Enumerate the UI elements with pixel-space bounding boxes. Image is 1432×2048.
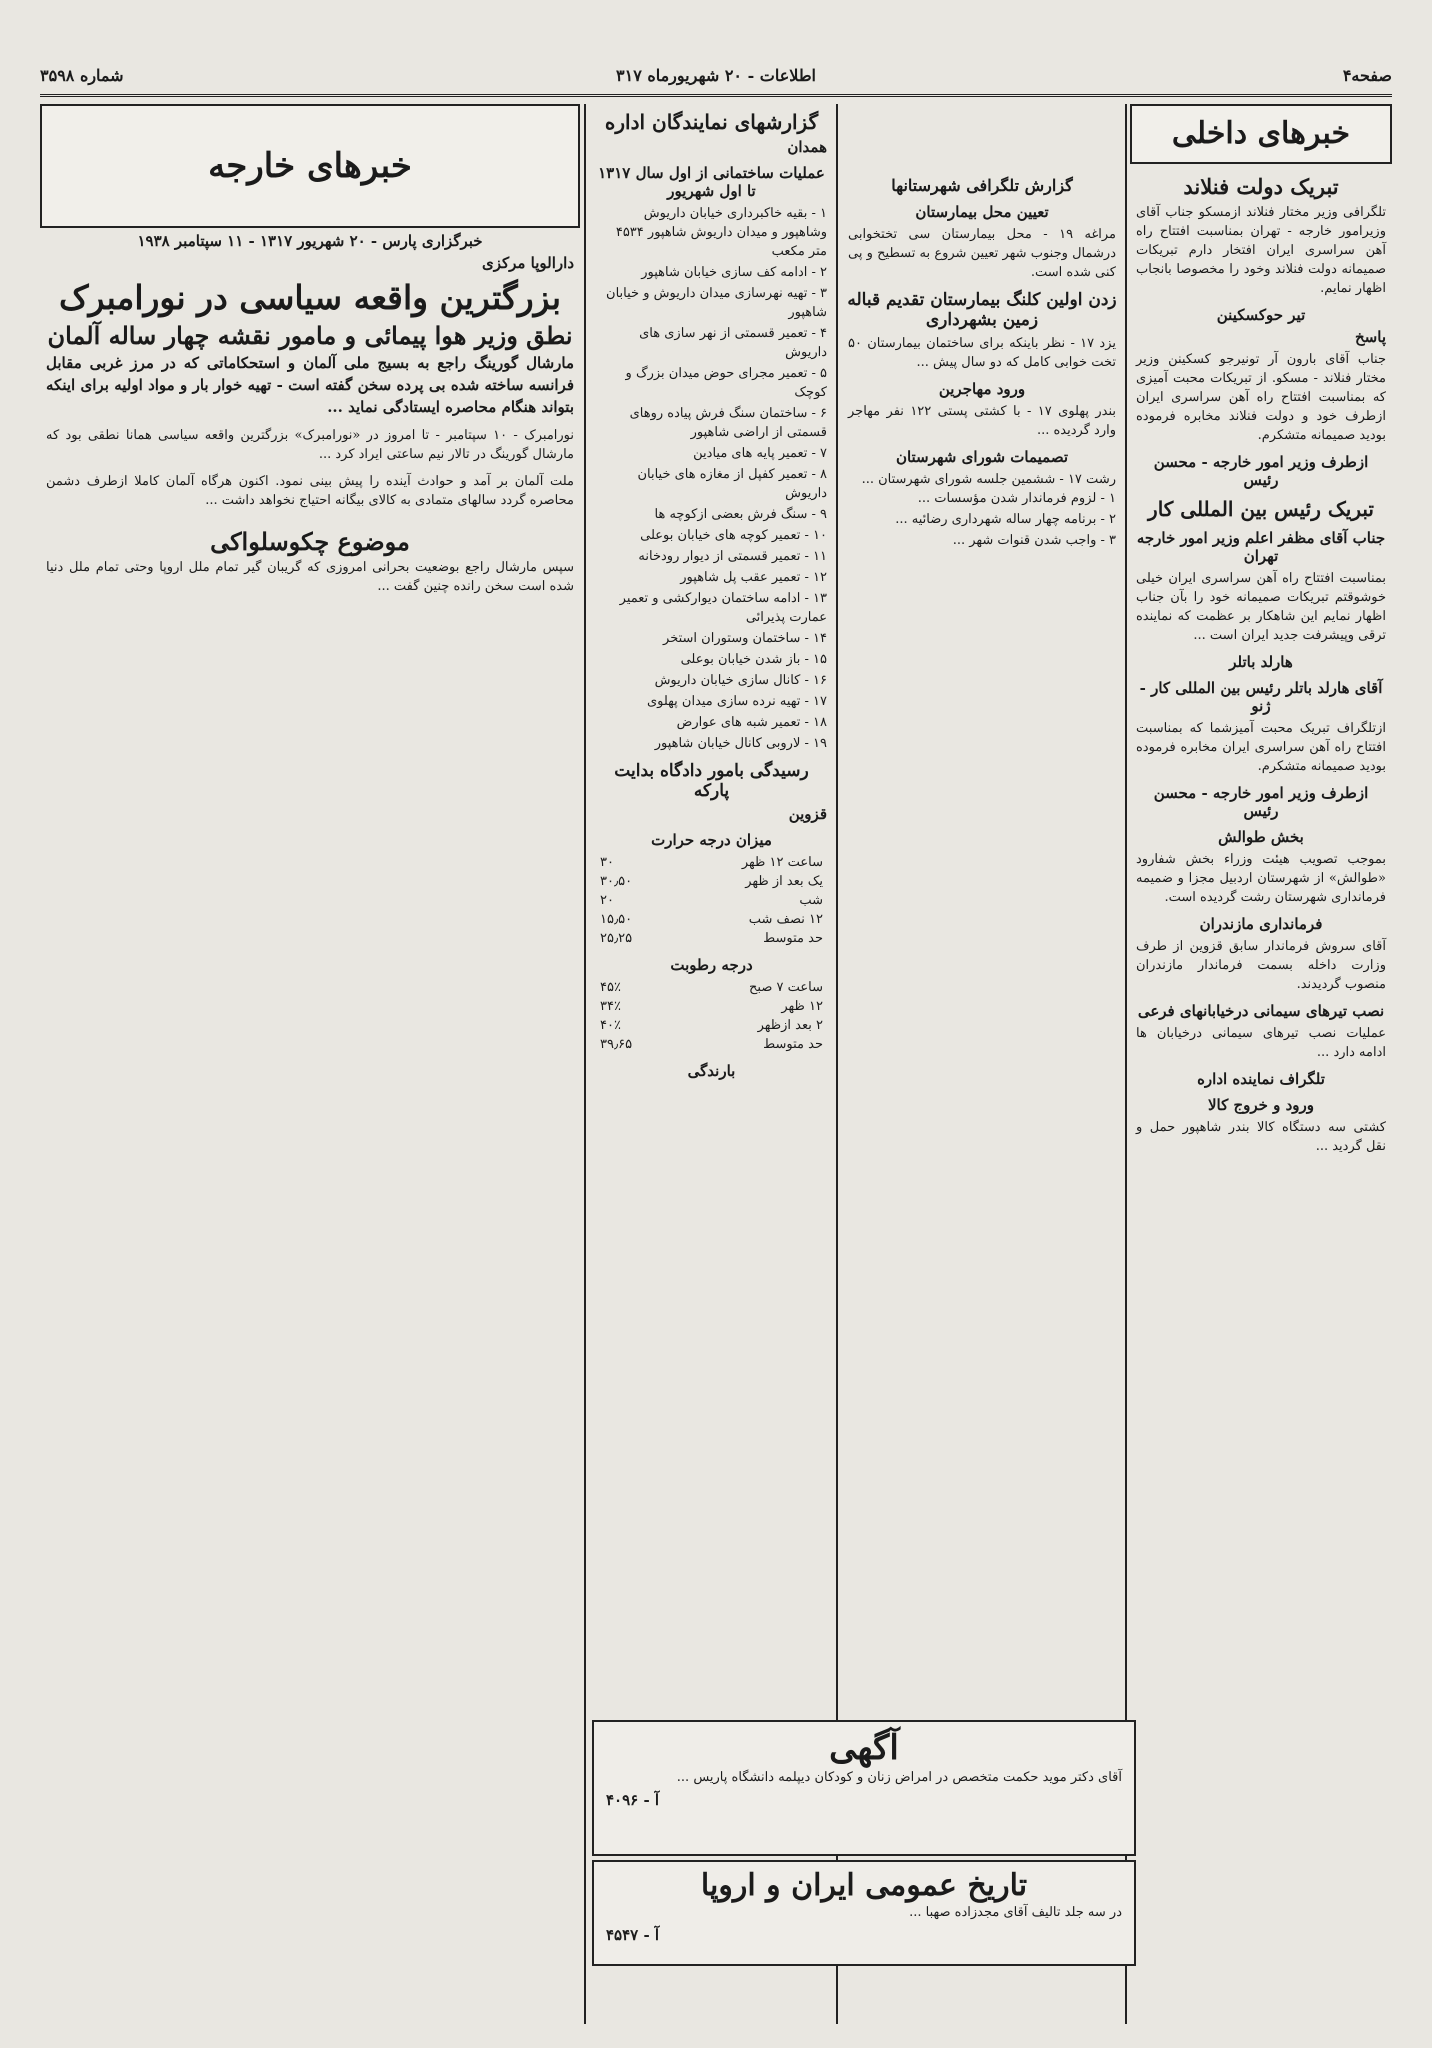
trade-body: کشتی سه دستگاه کالا بندر شاهپور حمل و نقل گردید ...	[1136, 1120, 1386, 1154]
list-item: ۳ - تهیه نهرسازی میدان داریوش و خیابان شاهپور	[606, 286, 827, 320]
issue-number: شماره ۳۵۹۸	[40, 66, 124, 85]
list-item: ۴ - تعمیر قسمتی از نهر سازی های داریوش	[639, 326, 827, 360]
temperature-title: میزان درجه حرارت	[651, 831, 772, 849]
hospital-title: تعیین محل بیمارستان	[915, 203, 1049, 221]
list-item: ۱۹ - لاروبی کانال خیابان شاهپور	[654, 736, 827, 751]
signature: هارلد باتلر	[1229, 653, 1293, 671]
ad-code: آ - ۴۵۴۷	[606, 1926, 660, 1944]
subhead: نطق وزیر هوا پیمائی و مامور نقشه چهار ساله آلمان	[47, 321, 573, 350]
lead-paragraph: مارشال گورینگ راجع به بسیج ملی آلمان و استحکاماتی که در مرز غربی مقابل فرانسه ساخته شده بی پرده سخن گفته است - تهیه خوار بار و مواد اولیه برای اینکه بتواند هنگام محاصره ایستادگی نماید ...	[46, 354, 574, 416]
city-name: همدان	[787, 138, 827, 156]
article-body: ملت آلمان بر آمد و حوادث آینده را پیش بینی نمود. اکنون هرگاه آلمان کاملا ازطرف دشمن محاصره گردد سالهای متمادی به کالای بیگانه احتیاج نخواهد داشت ...	[46, 474, 574, 508]
list-item: ۹ - سنگ فرش بعضی ازکوچه ها	[654, 507, 827, 522]
first-spade-body: یزد ۱۷ - نظر باینکه برای ساختمان بیمارستان ۵۰ تخت خوابی کامل که دو سال پیش ...	[848, 336, 1116, 370]
table-row: حد متوسط ۳۹٫۶۵	[600, 1037, 823, 1052]
list-item: ۱۴ - ساختمان وستوران استخر	[663, 631, 827, 646]
list-item: ۱ - لزوم فرماندار شدن مؤسسات ...	[917, 491, 1116, 506]
reports-heading: گزارشهای نمایندگان اداره	[604, 110, 819, 134]
rep-title: تلگراف نماینده اداره	[1197, 1070, 1325, 1088]
article-body: سپس مارشال راجع بوضعیت بحرانی امروزی که گریبان گیر تمام ملل اروپا وحتی تمام ملل دنیا شده است سخن رانده چنین گفت ...	[46, 560, 574, 594]
book-ad-title: تاریخ عمومی ایران و اروپا	[700, 1868, 1028, 1903]
newspaper-dateline: اطلاعات - ۲۰ شهریورماه ۳۱۷	[616, 66, 816, 85]
book-ad-box	[592, 1860, 1136, 1966]
article-body: نورامبرک - ۱۰ سپتامبر - تا امروز در «نورامبرک» بزرگترین واقعه سیاسی همانا نطقی بود که مارشال گورینگ در تالار نیم ساعتی ایراد کرد ...	[46, 428, 575, 462]
headline: بزرگترین واقعه سیاسی در نورامبرک	[58, 278, 562, 317]
ad-body: آقای دکتر موید حکمت متخصص در امراض زنان و کودکان دیپلمه دانشگاه پاریس ...	[676, 1770, 1122, 1785]
table-row: حد متوسط ۲۵٫۲۵	[600, 931, 823, 946]
table-row: ساعت ۱۲ ظهر ۳۰	[600, 855, 823, 870]
list-item: ۱۳ - ادامه ساختمان دیوارکشی و تعمیر عمارت پذیرائی	[619, 591, 827, 625]
cement-body: عملیات نصب تیرهای سیمانی درخیابان ها ادامه دارد ...	[1136, 1026, 1386, 1060]
list-item: ۱۷ - تهیه نرده سازی میدان پهلوی	[646, 694, 827, 709]
cement-title: نصب تیرهای سیمانی درخیابانهای فرعی	[1137, 1002, 1385, 1020]
signature: ازطرف وزیر امور خارجه - محسن رئیس	[1153, 453, 1369, 489]
list-item: ۱ - بقیه خاکبرداری خیابان داریوش وشاهپور و میدان داریوش شاهپور ۴۵۳۴ متر مکعب	[615, 206, 827, 259]
talesh-title: بخش طوالش	[1218, 828, 1304, 846]
humidity-table	[600, 978, 823, 1054]
table-row: ۱۲ ظهر ۳۴٪	[600, 999, 823, 1014]
list-item: ۱۰ - تعمیر کوچه های خیابان بوعلی	[640, 528, 827, 543]
signature: تیر حوکسکینن	[1216, 306, 1306, 324]
table-row: ساعت ۷ صبح ۴۵٪	[600, 980, 823, 995]
list-item: ۱۵ - باز شدن خیابان بوعلی	[680, 652, 827, 667]
trade-title: ورود و خروج کالا	[1207, 1096, 1315, 1114]
ad-title: آگهی	[829, 1728, 899, 1768]
domestic-news-logo: خبرهای داخلی	[1130, 104, 1392, 164]
list-item: ۲ - ادامه کف سازی خیابان شاهپور	[641, 265, 827, 280]
list-item: ۷ - تعمیر پایه های میادین	[693, 446, 827, 461]
table-row: شب ۲۰	[600, 893, 823, 908]
greeting-body: تلگرافی وزیر مختار فنلاند ازمسکو جناب آقای وزیرامور خارجه - تهران بمناسبت افتتاح راه آهن سراسری ایران افتخار دارم تبریکات صمیمانه دولت فنلاند وخود را مخصوصا بانجاب اظهار نمایم.	[1136, 205, 1386, 296]
mazandaran-title: فرمانداری مازندران	[1199, 915, 1323, 933]
intl-reply-title: آقای هارلد باتلر رئیس بین المللی کار - ژنو	[1139, 679, 1383, 715]
mazandaran-body: آقای سروش فرماندار سابق قزوین از طرف وزارت داخله بسمت فرماندار مازندران منصوب گردیدند.	[1136, 939, 1386, 992]
list-item: ۱۸ - تعمیر شبه های عوارض	[676, 715, 827, 730]
list-item: ۱۶ - کانال سازی خیابان داریوش	[654, 673, 827, 688]
list-item: ۱۱ - تعمیر قسمتی از دیوار رودخانه	[638, 549, 827, 564]
foreign-news-logo: خبرهای خارجه	[40, 104, 580, 228]
dateline: خبرگزاری پارس - ۲۰ شهریور ۱۳۱۷ - ۱۱ سپتامبر ۱۹۳۸	[137, 232, 483, 250]
foreign-news-column	[40, 104, 580, 2024]
first-spade-title: زدن اولین کلنگ بیمارستان تقدیم قباله زمین بشهرداری	[847, 290, 1117, 330]
intl-labor-sub: جناب آقای مظفر اعلم وزیر امور خارجه تهران	[1136, 529, 1386, 565]
intl-labor-body: بمناسبت افتتاح راه آهن سراسری ایران خیلی خوشوقتم تبریکات صمیمانه خود را بآن جناب اظهار نمایم این شاهکار بر عظمت که نماینده ترقی وپیشرفت جدید ایران است ...	[1136, 571, 1386, 643]
reports-sub: عملیات ساختمانی از اول سال ۱۳۱۷ تا اول شهریور	[598, 164, 825, 200]
section-heading: موضوع چکوسلواکی	[210, 527, 410, 556]
list-item: ۵ - تعمیر مجرای حوض میدان بزرگ و کوچک	[625, 366, 827, 400]
telegraph-heading: گزارش تلگرافی شهرستانها	[891, 176, 1073, 195]
book-ad-body: در سه جلد تالیف آقای مجدزاده صهبا ...	[909, 1905, 1122, 1920]
ad-code: آ - ۴۰۹۶	[606, 1791, 660, 1809]
talesh-body: بموجب تصویب هیئت وزراء بخش شفارود «طوالش» از شهرستان اردبیل مجزا و ضمیمه فرمانداری شهرستان رشت گردیده است.	[1136, 852, 1386, 905]
advertisement-box	[592, 1720, 1136, 1856]
list-item: ۱۲ - تعمیر عقب پل شاهپور	[680, 570, 827, 585]
list-item: ۳ - واجب شدن قنوات شهر ...	[952, 533, 1116, 548]
humidity-title: درجه رطوبت	[670, 956, 753, 974]
reply-body: جناب آقای بارون آر تونیرجو کسکینن وزیر مختار فنلاند - مسکو. از تبریکات محبت آمیزی که بمناسبت افتتاح راه آهن سراسری ایران ازطرف خود و دولت فنلاند مخابره فرموده بودید صمیمانه متشکرم.	[1136, 352, 1386, 443]
rain-title: بارندگی	[687, 1062, 736, 1080]
court-title: رسیدگی بامور دادگاه بدایت پارکه	[614, 761, 809, 801]
hospital-body: مراغه ۱۹ - محل بیمارستان سی تختخوابی درشمال وجنوب شهر تعیین شروع به تسطیح و پی کنی شده است.	[848, 227, 1116, 280]
table-row: ۲ بعد ازظهر ۴۰٪	[600, 1018, 823, 1033]
city-name: قزوین	[788, 805, 827, 823]
kicker: دارالوپا مرکزی	[481, 254, 574, 272]
reply-heading: پاسخ	[1355, 328, 1386, 346]
immigrants-body: بندر پهلوی ۱۷ - با کشتی پستی ۱۲۲ نفر مهاجر وارد گردیده ...	[848, 404, 1117, 438]
domestic-news-column	[1130, 104, 1392, 2024]
temperature-table	[600, 853, 823, 948]
list-item: ۲ - برنامه چهار ساله شهرداری رضائیه ...	[895, 512, 1116, 527]
page-number: صفحه۴	[1342, 66, 1392, 85]
council-body: رشت ۱۷ - ششمین جلسه شورای شهرستان ...	[861, 472, 1116, 487]
signature: ازطرف وزیر امور خارجه - محسن رئیس	[1153, 784, 1369, 820]
intl-reply-body: ازتلگراف تبریک محبت آمیزشما که بمناسبت افتتاح راه آهن سراسری ایران مخابره فرموده بودید صمیمانه متشکرم.	[1136, 721, 1386, 774]
greeting-title: تبریک دولت فنلاند	[1183, 174, 1339, 199]
list-item: ۸ - تعمیر کفپل از مغازه های خیابان داریوش	[637, 467, 827, 501]
list-item: ۶ - ساختمان سنگ فرش پیاده روهای قسمتی از اراضی شاهپور	[629, 406, 827, 440]
council-title: تصمیمات شورای شهرستان	[895, 448, 1069, 466]
masthead-bar	[40, 58, 1392, 97]
intl-labor-title: تبریک رئیس بین المللی کار	[1148, 497, 1374, 521]
immigrants-title: ورود مهاجرین	[938, 380, 1026, 398]
table-row: یک بعد از ظهر ۳۰٫۵۰	[600, 874, 823, 889]
table-row: ۱۲ نصف شب ۱۵٫۵۰	[600, 912, 823, 927]
